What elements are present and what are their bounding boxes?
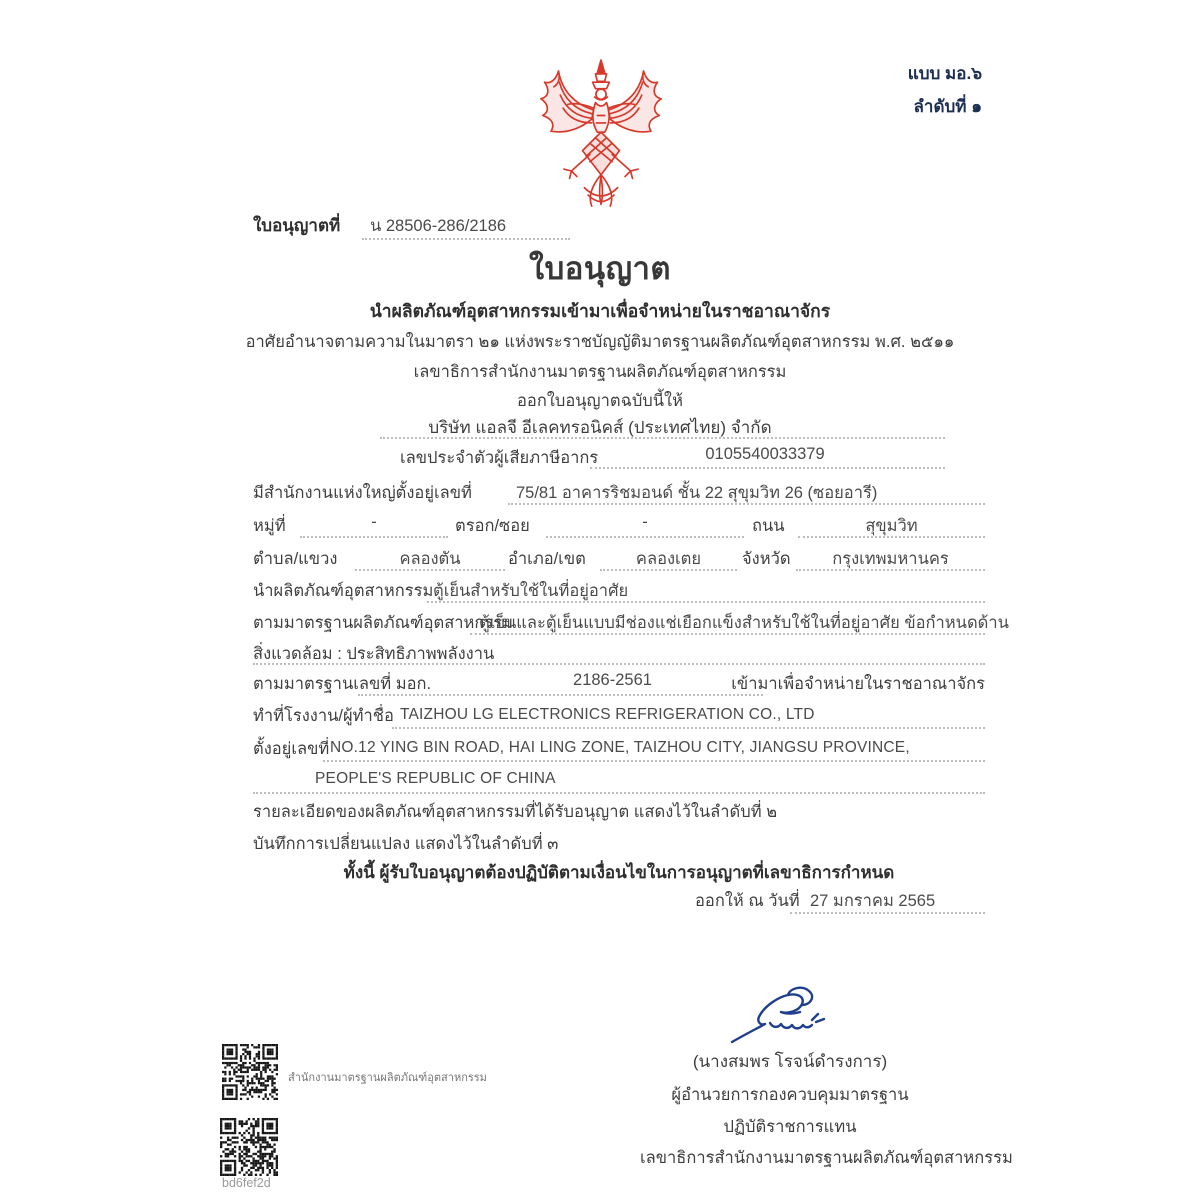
standard-value-line1: ตู้เย็นและตู้เย็นแบบมีช่องแช่เยือกแข็งสำหรับใช้ในที่อยู่อาศัย ข้อกำหนดด้าน: [479, 614, 1009, 632]
qr-code-office: [222, 1044, 278, 1100]
signatory-name: (นางสมพร โรจน์ดำรงการ): [692, 1052, 888, 1071]
province-value: กรุงเทพมหานคร: [832, 550, 949, 568]
factory-address-label: ตั้งอยู่เลขที่: [253, 740, 330, 758]
factory-name-value: TAIZHOU LG ELECTRONICS REFRIGERATION CO., LTD: [400, 706, 815, 723]
garuda-emblem-icon: [527, 58, 675, 210]
dotted-line: [508, 503, 985, 505]
document-title: ใบอนุญาต: [528, 251, 672, 286]
tax-id-value: 0105540033379: [705, 445, 825, 463]
factory-address-line2: PEOPLE'S REPUBLIC OF CHINA: [315, 770, 556, 787]
dotted-line: [358, 694, 763, 696]
standard-no-label: ตามมาตรฐานเลขที่ มอก.: [253, 675, 432, 693]
sequence-number: ลำดับที่ ๑: [913, 97, 982, 116]
license-no-label: ใบอนุญาตที่: [253, 216, 341, 235]
detail-note: รายละเอียดของผลิตภัณฑ์อุตสาหกรรมที่ได้รับอนุญาต แสดงไว้ในลำดับที่ ๒: [253, 803, 778, 821]
product-value: ตู้เย็นสำหรับใช้ในที่อยู่อาศัย: [433, 582, 629, 600]
road-value: สุขุมวิท: [865, 517, 918, 535]
dotted-line: [798, 536, 985, 538]
form-code-block: [780, 57, 982, 123]
dotted-line: [796, 569, 985, 571]
dotted-line: [790, 912, 985, 914]
dotted-line: [253, 792, 985, 794]
document-subtitle: นำผลิตภัณฑ์อุตสาหกรรมเข้ามาเพื่อจำหน่ายในราชอาณาจักร: [369, 301, 831, 321]
company-name: บริษัท แอลจี อีเลคทรอนิคส์ (ประเทศไทย) จำกัด: [428, 418, 772, 437]
district-value: คลองเตย: [635, 550, 702, 568]
factory-label: ทำที่โรงงาน/ผู้ทำชื่อ: [253, 707, 394, 725]
purpose-text: เข้ามาเพื่อจำหน่ายในราชอาณาจักร: [731, 675, 985, 693]
signatory-title-2: ปฏิบัติราชการแทน: [723, 1118, 857, 1136]
soi-label: ตรอก/ซอย: [455, 517, 530, 535]
qr-office-caption: สำนักงานมาตรฐานผลิตภัณฑ์อุตสาหกรรม: [288, 1072, 487, 1084]
dotted-line: [300, 536, 448, 538]
signatory-title-1: ผู้อำนวยการกองควบคุมมาตรฐาน: [671, 1086, 909, 1104]
dotted-line: [323, 760, 985, 762]
legal-authority-line: อาศัยอำนาจตามความในมาตรา ๒๑ แห่งพระราชบัญญัติมาตรฐานผลิตภัณฑ์อุตสาหกรรม พ.ศ. ๒๕๑๑: [245, 333, 955, 351]
condition-note: ทั้งนี้ ผู้รับใบอนุญาตต้องปฏิบัติตามเงื่อนไขในการอนุญาตที่เลขาธิการกำหนด: [343, 863, 895, 882]
dotted-line: [470, 633, 985, 635]
factory-address-line1: NO.12 YING BIN ROAD, HAI LING ZONE, TAIZHOU CITY, JIANGSU PROVINCE,: [330, 739, 910, 756]
signatory-title-3: เลขาธิการสำนักงานมาตรฐานผลิตภัณฑ์อุตสาหกรรม: [640, 1149, 1013, 1167]
tax-id-label: เลขประจำตัวผู้เสียภาษีอากร: [400, 449, 599, 467]
qr-code-verify: [220, 1118, 278, 1176]
dotted-line: [253, 663, 985, 665]
qr-verify-caption: bd6fef2d: [222, 1176, 271, 1190]
road-label: ถนน: [752, 517, 785, 535]
issued-date-value: 27 มกราคม 2565: [810, 892, 936, 910]
head-office-value: 75/81 อาคารริชมอนด์ ชั้น 22 สุขุมวิท 26 (ซอยอารี): [516, 484, 878, 502]
issued-date-label: ออกให้ ณ วันที่: [695, 892, 800, 910]
standard-value-line2: สิ่งแวดล้อม : ประสิทธิภาพพลังงาน: [253, 645, 495, 663]
dotted-line: [427, 601, 985, 603]
dotted-line: [392, 727, 985, 729]
standard-label: ตามมาตรฐานผลิตภัณฑ์อุตสาหกรรม: [253, 614, 514, 632]
province-label: จังหวัด: [742, 550, 791, 568]
form-code: แบบ มอ.๖: [907, 64, 982, 83]
standard-no-value: 2186-2561: [573, 671, 652, 689]
head-office-label: มีสำนักงานแห่งใหญ่ตั้งอยู่เลขที่: [253, 484, 472, 502]
dotted-line: [355, 569, 505, 571]
subdistrict-value: คลองตัน: [399, 550, 461, 568]
moo-label: หมู่ที่: [253, 517, 286, 535]
change-note: บันทึกการเปลี่ยนแปลง แสดงไว้ในลำดับที่ ๓: [253, 835, 559, 853]
product-label: นำผลิตภัณฑ์อุตสาหกรรม: [253, 582, 434, 600]
soi-value: -: [642, 513, 648, 531]
issuer-line: เลขาธิการสำนักงานมาตรฐานผลิตภัณฑ์อุตสาหกรรม: [413, 363, 787, 381]
dotted-line: [380, 437, 945, 439]
dotted-line: [600, 569, 737, 571]
district-label: อำเภอ/เขต: [508, 550, 586, 568]
license-no-value: น 28506-286/2186: [370, 217, 507, 235]
handwritten-signature-icon: [728, 986, 850, 1048]
moo-value: -: [371, 513, 377, 531]
dotted-line: [362, 238, 570, 240]
dotted-line: [590, 467, 945, 469]
grant-line: ออกใบอนุญาตฉบับนี้ให้: [517, 392, 683, 410]
subdistrict-label: ตำบล/แขวง: [253, 550, 338, 568]
dotted-line: [546, 536, 744, 538]
